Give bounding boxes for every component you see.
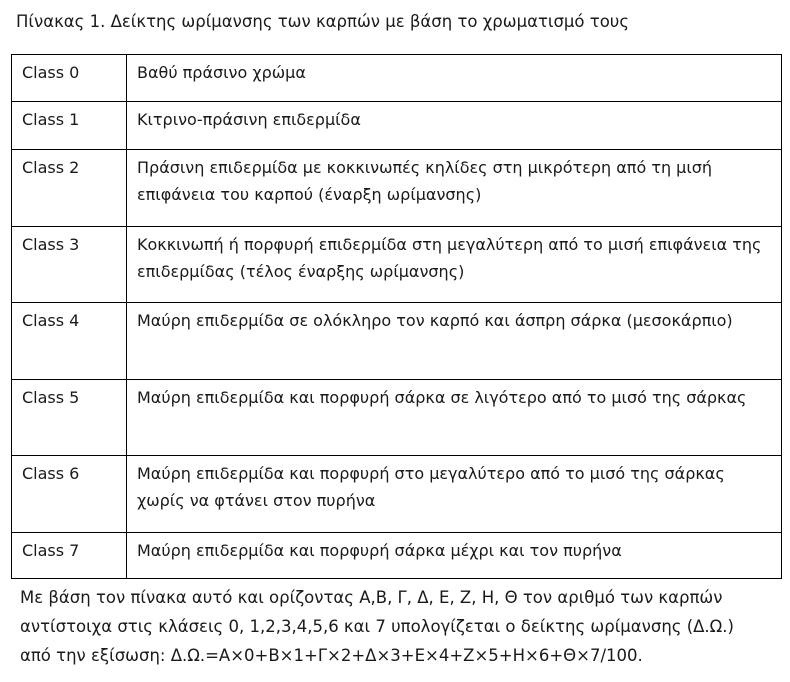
- formula-line: από την εξίσωση: Δ.Ω.=Α×0+Β×1+Γ×2+Δ×3+Ε×4+Ζ×5+Η×6+Θ×7/100.: [20, 646, 643, 665]
- class-cell: Class 4: [12, 303, 127, 380]
- formula-line: αντίστοιχα στις κλάσεις 0, 1,2,3,4,5,6 και 7 υπολογίζεται ο δείκτης ωρίμανσης (Δ.Ω.): [20, 617, 734, 636]
- class-cell: Class 6: [12, 456, 127, 533]
- class-cell: Class 2: [12, 150, 127, 227]
- table-row: [12, 456, 782, 533]
- description-cell: Μαύρη επιδερμίδα και πορφυρή στο μεγαλύτερο από το μισό της σάρκας χωρίς να φτάνει στον πυρήνα: [127, 456, 782, 533]
- description-cell: Μαύρη επιδερμίδα και πορφυρή σάρκα μέχρι και τον πυρήνα: [127, 533, 782, 579]
- description-cell: Κιτρινο-πράσινη επιδερμίδα: [127, 102, 782, 150]
- formula-paragraph: [20, 583, 780, 670]
- table-row: [12, 150, 782, 227]
- description-cell: Πράσινη επιδερμίδα με κοκκινωπές κηλίδες στη μικρότερη από τη μισή επιφάνεια του καρπού (έναρξη ωρίμανσης): [127, 150, 782, 227]
- class-cell: Class 7: [12, 533, 127, 579]
- table-row: [12, 227, 782, 303]
- description-cell: Μαύρη επιδερμίδα σε ολόκληρο τον καρπό και άσπρη σάρκα (μεσοκάρπιο): [127, 303, 782, 380]
- class-cell: Class 1: [12, 102, 127, 150]
- description-cell: Κοκκινωπή ή πορφυρή επιδερμίδα στη μεγαλύτερη από το μισή επιφάνεια της επιδερμίδας (τέλος έναρξης ωρίμανσης): [127, 227, 782, 303]
- table-row: [12, 55, 782, 102]
- table-row: [12, 303, 782, 380]
- formula-line: Με βάση τον πίνακα αυτό και ορίζοντας Α,Β, Γ, Δ, Ε, Ζ, Η, Θ τον αριθμό των καρπών: [20, 588, 723, 607]
- class-cell: Class 5: [12, 380, 127, 456]
- table-row: [12, 102, 782, 150]
- description-cell: Βαθύ πράσινο χρώμα: [127, 55, 782, 102]
- table-row: [12, 533, 782, 579]
- maturity-index-table: [11, 54, 782, 579]
- class-cell: Class 3: [12, 227, 127, 303]
- class-cell: Class 0: [12, 55, 127, 102]
- table-caption: Πίνακας 1. Δείκτης ωρίμανσης των καρπών με βάση το χρωματισμό τους: [16, 12, 630, 31]
- table-row: [12, 380, 782, 456]
- description-cell: Μαύρη επιδερμίδα και πορφυρή σάρκα σε λιγότερο από το μισό της σάρκας: [127, 380, 782, 456]
